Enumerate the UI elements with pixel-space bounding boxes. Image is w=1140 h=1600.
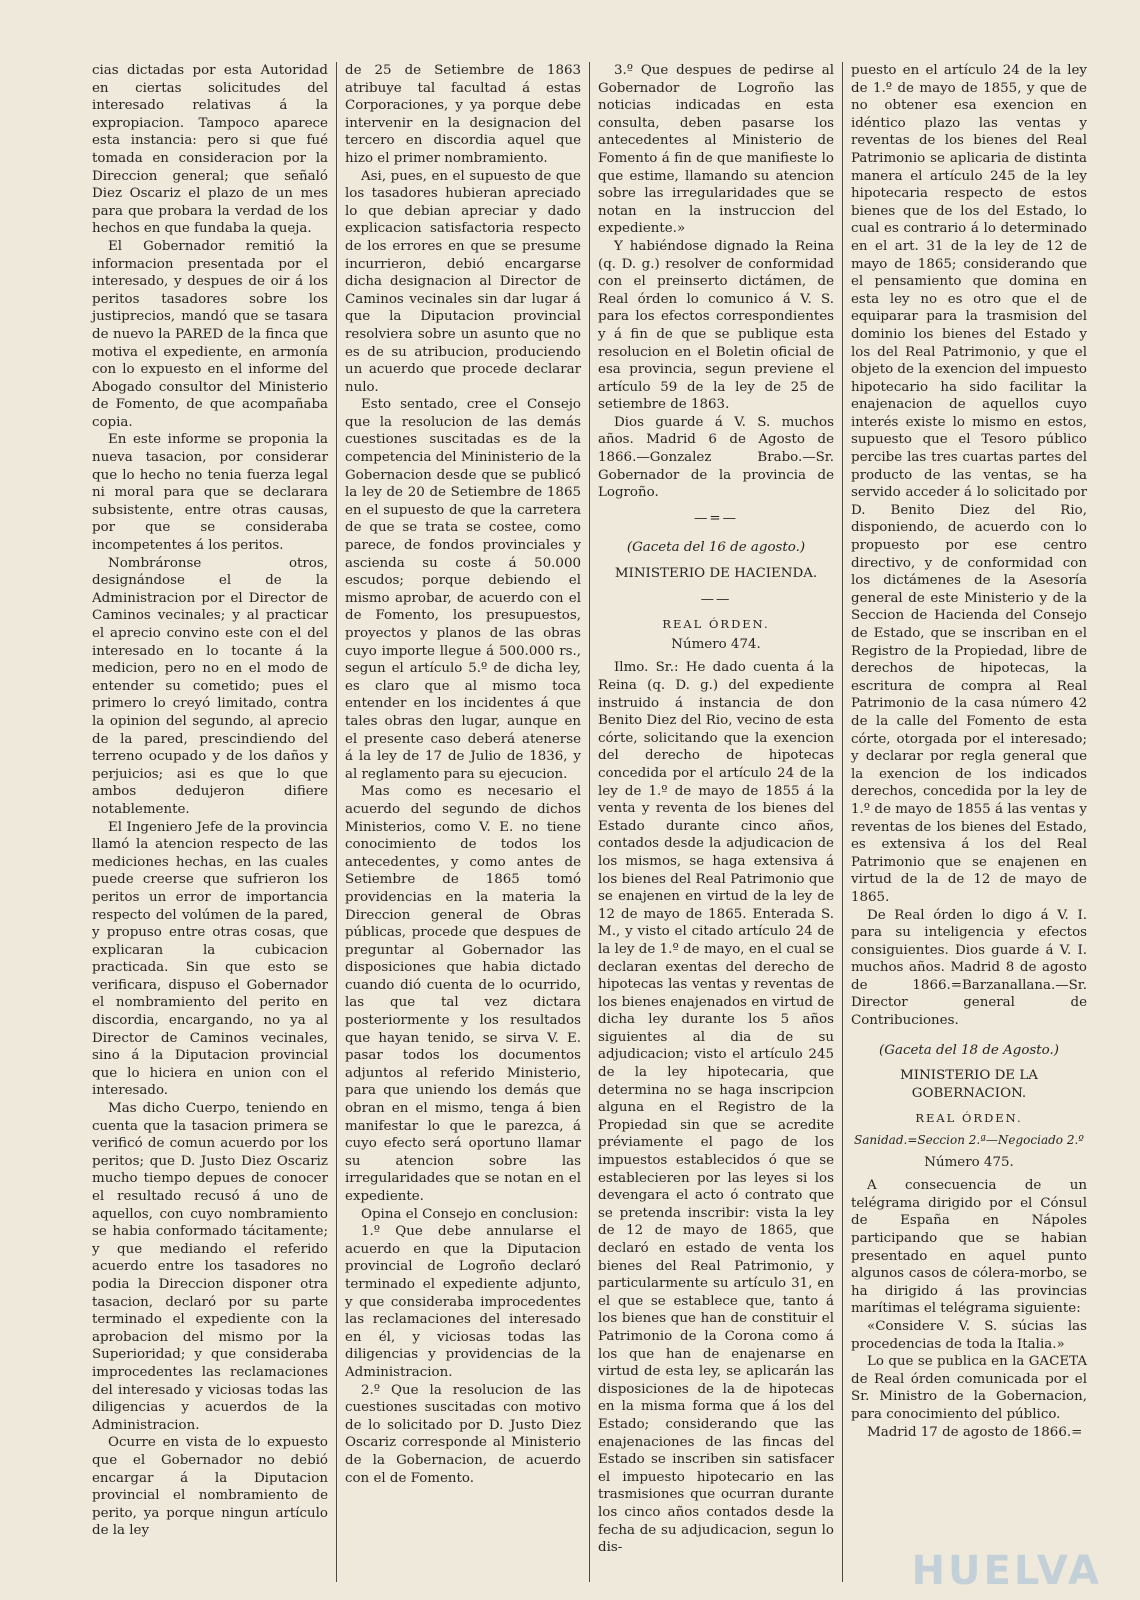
column-container <box>84 62 1122 1582</box>
paragraph: En este informe se proponia la nueva tasacion, por considerar que lo hecho no tenia fuerza legal ni moral para que se declarara subsistente, entre otras causas, por que se consideraba incompetentes á los peritos. <box>92 432 328 554</box>
paragraph: Mas dicho Cuerpo, teniendo en cuenta que la tasacion primera se verificó de comun acuerdo por los peritos; que D. Justo Diez Oscariz mucho tiempo depues de conocer el resultado recusó á uno de aquellos, con cuyo nombramiento se habia conformado tácitamente; y que mediando el referido acuerdo entre los tasadores no podia la Direccion disponer otra tasacion, declaró por su parte terminado el expediente con la aprobacion del mismo por la Superioridad; y que consideraba improcedentes las reclamaciones del interesado y viciosas todas las diligencias y acuerdos de la Administracion. <box>92 1101 328 1433</box>
paragraph: Madrid 17 de agosto de 1866.= <box>867 1424 1083 1440</box>
paragraph: Asi, pues, en el supuesto de que los tasadores hubieran apreciado lo que debian apreciar y dado explicacion satisfactoria respecto de los errores en que se presume incurrieron, debió encargarse dicha designacion al Director de Caminos vecinales sin dar lugar á que la Diputacion provincial resolviera sobre un asunto que no es de su atribucion, produciendo un acuerdo que procede declarar nulo. <box>345 168 581 395</box>
gazette-date: (Gaceta del 18 de Agosto.) <box>879 1042 1059 1058</box>
paragraph: Dios guarde á V. S. muchos años. Madrid 6 de Agosto de 1866.—Gonzalez Brabo.—Sr. Gobernador de la provincia de Logroño. <box>598 414 834 501</box>
paragraph: Lo que se publica en la GACETA de Real órden comunicada por el Sr. Ministro de la Gobernacion, para conocimiento del público. <box>851 1354 1087 1422</box>
paragraph: Esto sentado, cree el Consejo que la resolucion de las demás cuestiones suscitadas es de la competencia del Mininisterio de la Gobernacion desde que se publicó la ley de 20 de Setiembre de 1865 en el supuesto de que la carretera de que se trata se costee, como parece, de fondos provinciales y ascienda su coste á 50.000 escudos; porque debiendo el mismo aprobar, de acuerdo con el de Fomento, los presupuestos, proyectos y planos de las obras cuyo importe llegue á 500.000 rs., segun el artículo 5.º de dicha ley, es claro que al mismo toca entender en los incidentes á que tales obras den lugar, aunque en el presente caso deberá atenerse á la ley de 17 de Julio de 1836, y al reglamento para su ejecucion. <box>345 397 581 782</box>
paragraph: 3.º Que despues de pedirse al Gobernador de Logroño las noticias indicadas en esta consulta, deben pasarse los antecedentes al Ministerio de Fomento á fin de que manifieste lo que estime, llamando su atencion sobre las irregularidades que se notan en la instruccion del expediente.» <box>598 63 834 237</box>
order-number: Número 475. <box>924 1154 1014 1170</box>
library-watermark: HUELVA <box>911 1548 1102 1594</box>
ministry-heading: MINISTERIO DE HACIENDA. <box>614 566 818 582</box>
order-label: REAL ÓRDEN. <box>915 1111 1023 1126</box>
paragraph: de 25 de Setiembre de 1863 atribuye tal facultad á estas Corporaciones, y ya porque debe intervenir en la designacion del tercero en discordia aquel que hizo el primer nombramiento. <box>345 63 581 166</box>
paragraph: El Ingeniero Jefe de la provincia llamó la atencion respecto de las mediciones hechas, en las cuales puede creerse que sufrieron los peritos un error de importancia respecto del volúmen de la pared, y propuso entre otras cosas, que explicaran la cubicacion practicada. Sin que esto se verificara, dispuso el Gobernador el nombramiento del perito en discordia, encargando, no ya al Director de Caminos vecinales, sino á la Diputacion provincial que lo hiciera en union con el interesado. <box>92 819 328 1099</box>
paragraph: Opina el Consejo en conclusion: <box>361 1206 579 1222</box>
paragraph: Ilmo. Sr.: He dado cuenta á la Reina (q. D. g.) del expediente instruido á instancia de don Benito Diez del Rio, vecino de esta córte, solicitando que la exencion del derecho de hipotecas concedida por el artículo 24 de la ley de 1.º de mayo de 1855 á la venta y reventa de los bienes del Estado durante cinco años, contados desde la adjudicacion de los mismos, se haga extensiva á los bienes del Real Patrimonio que se enajenen en virtud de la ley de 12 de mayo de 1865. Enterada S. M., y visto el citado artículo 24 de la ley de 1.º de mayo, en el cual se declaran exentas del derecho de hipotecas las ventas y reventas de los bienes enajenados en virtud de dicha ley durante los 5 años siguientes al dia de su adjudicacion; visto el artículo 245 de la ley hipotecaria, que determina no se haga inscripcion alguna en el Registro de la Propiedad sin que se acredite préviamente el pago de los impuestos establecidos ó que se establecieren por las leyes si los devengara el acto ó contrato que se pretenda inscribir: vista la ley de 12 de mayo de 1865, que declaró en estado de venta los bienes del Real Patrimonio, y particularmente su artículo 31, en el que se establece que, tanto á los bienes que han de constituir el Patrimonio de la Corona como á los que han de enajenarse en virtud de esta ley, se aplicarán las disposiciones de la de hipotecas en la misma forma que á los del Estado; considerando que las enajenaciones de las fincas del Estado se inscriben sin satisfacer el impuesto hipotecario en las trasmisiones que ocurran durante los cinco años contados desde la fecha de su adjudicacion, segun lo dis- <box>598 660 834 1556</box>
paragraph: Y habiéndose dignado la Reina (q. D. g.) resolver de conformidad con el preinserto dictámen, de Real órden lo comunico á V. S. para los efectos correspondientes y á fin de que se publique esta resolucion en el Boletin oficial de esa provincia, segun previene el artículo 59 de la ley de 25 de setiembre de 1863. <box>598 238 834 413</box>
paragraph: El Gobernador remitió la informacion presentada por el interesado, y despues de oir á los peritos tasadores sobre los justiprecios, mandó que se tasara de nuevo la PARED de la finca que motiva el expediente, en armonía con lo expuesto en el informe del Abogado consultor del Ministerio de Fomento, de que acompañaba copia. <box>92 238 328 430</box>
paragraph: Nombráronse otros, designándose el de la Administracion por el Director de Caminos vecinales; y al practicar el aprecio convino este con el del interesado en lo tocante á la medicion, pero no en el modo de entender su cometido; pues el primero lo creyó limitado, contra la opinion del segundo, al aprecio de la pared, prescindiendo del terreno ocupado y de los daños y perjuicios; asi es que lo que ambos dedujeron difiere notablemente. <box>92 555 328 817</box>
ministry-heading: MINISTERIO DE LA GOBERNACION. <box>900 1068 1038 1101</box>
paragraph: De Real órden lo digo á V. I. para su inteligencia y efectos consiguientes. Dios guarde á V. I. muchos años. Madrid 8 de agosto de 1866.=Barzanallana.—Sr. Director general de Contribuciones. <box>851 907 1087 1029</box>
paragraph: cias dictadas por esta Autoridad en ciertas solicitudes del interesado relativas á la expropiacion. Tampoco aparece esta instancia: pero si que fué tomada en consideracion por la Direccion general; que señaló Diez Oscariz el plazo de un mes para que probara la verdad de los hechos en que fundaba la queja. <box>92 63 328 237</box>
heading-dash: —— <box>700 591 732 607</box>
column-4 <box>843 62 1095 1582</box>
column-3 <box>590 62 842 1582</box>
paragraph: Mas como es necesario el acuerdo del segundo de dichos Ministerios, como V. E. no tiene conocimiento de todos los antecedentes, y como antes de Setiembre de 1865 tomó providencias en la materia la Direccion general de Obras públicas, procede que despues de preguntar al Gobernador las disposiciones que habia dictado cuando dió cuenta de lo ocurrido, las que tal vez dictara posteriormente y los resultados que hayan tenido, se sirva V. E. pasar todos los documentos adjuntos al referido Ministerio, para que uniendo los demás que obran en el mismo, tenga á bien manifestar lo que le parezca, á cuyo efecto será oportuno llamar su atencion sobre las irregularidades que se notan en el expediente. <box>345 784 581 1204</box>
paragraph: A consecuencia de un telégrama dirigido por el Cónsul de España en Nápoles participando que se habian presentado en aquel punto algunos casos de cólera-morbo, se ha dirigido á las provincias marítimas el telégrama siguiente: <box>851 1178 1087 1317</box>
section-label: Sanidad.=Seccion 2.ª—Negociado 2.º <box>854 1133 1084 1148</box>
paragraph: «Considere V. S. súcias las procedencias de toda la Italia.» <box>851 1318 1087 1352</box>
paragraph: Ocurre en vista de lo expuesto que el Gobernador no debió encargar á la Diputacion provincial el nombramiento de perito, ya porque ningun artículo de la ley <box>92 1435 328 1539</box>
section-separator: —=— <box>693 510 738 526</box>
paragraph: 1.º Que debe annularse el acuerdo en que la Diputacion provincial de Logroño declaró terminado el expediente adjunto, y que consideraba improcedentes las reclamaciones del interesado en él, y viciosas todas las diligencias y providencias de la Administracion. <box>345 1224 581 1380</box>
paragraph: 2.º Que la resolucion de las cuestiones suscitadas con motivo de lo solicitado por D. Justo Diez Oscariz corresponde al Ministerio de la Gobernacion, de acuerdo con el de Fomento. <box>345 1382 581 1486</box>
order-number: Número 474. <box>671 636 761 652</box>
order-label: REAL ÓRDEN. <box>662 617 770 632</box>
column-1 <box>84 62 336 1582</box>
column-2 <box>337 62 589 1582</box>
gazette-date: (Gaceta del 16 de agosto.) <box>626 540 806 556</box>
paragraph: puesto en el artículo 24 de la ley de 1.º de mayo de 1855, y que de no obtener esa exencion en idéntico plazo las ventas y reventas de los bienes del Real Patrimonio se aplicaria de distinta manera el artículo 245 de la ley hipotecaria respecto de estos bienes que de los del Estado, lo cual es contrario á lo determinado en el art. 31 de la ley de 12 de mayo de 1865; considerando que el pensamiento que domina en esta ley no es otro que el de equiparar para la trasmision del dominio los bienes del Estado y los del Real Patrimonio, y que el objeto de la exencion del impuesto hipotecario ha sido facilitar la enajenacion de aquellos cuyo interés existe lo mismo en estos, supuesto que el Tesoro público percibe las tres cuartas partes del producto de las ventas, se ha servido acceder á lo solicitado por D. Benito Diez del Rio, disponiendo, de acuerdo con lo propuesto por ese centro directivo, y de conformidad con los dictámenes de la Asesoría general de este Ministerio y de la Seccion de Hacienda del Consejo de Estado, que se inscriban en el Registro de la Propiedad, libre de derechos de hipotecas, la escritura de compra al Real Patrimonio de la casa número 42 de la calle del Fomento de esta córte, otorgada por el interesado; y declarar por regla general que la exencion de los indicados derechos, concedida por la ley de 1.º de mayo de 1855 á las ventas y reventas de los bienes del Estado, es extensiva á los del Real Patrimonio que se enajenen en virtud de la de 12 de mayo de 1865. <box>851 63 1087 905</box>
